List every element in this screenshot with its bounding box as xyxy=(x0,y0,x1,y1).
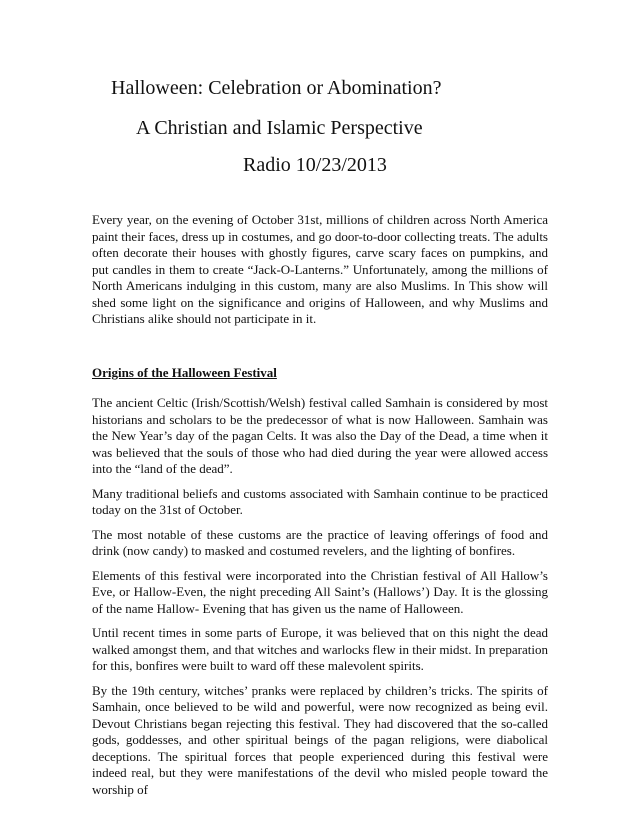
section-heading: Origins of the Halloween Festival xyxy=(92,364,277,380)
intro-paragraph: Every year, on the evening of October 31st, millions of children across North America paint their faces, dress up in costumes, and go door-to-door collecting treats. The adults often decorate their houses with ghostly figures, carve scary faces on pumpkins, and put candles in them to create “Jack-O-Lanterns.” Unfortunately, among the millions of North Americans indulging in this custom, many are also Muslims. In This show will shed some light on the significance and origins of Halloween, and why Muslims and Christians alike should not participate in it. xyxy=(92,212,548,326)
body-paragraph: Until recent times in some parts of Europe, it was believed that on this night the dead walked amongst them, and that witches and warlocks flew in their midst. In preparation for this, bonfires were built to ward off these malevolent spirits. xyxy=(92,625,548,673)
document-title: Halloween: Celebration or Abomination? xyxy=(111,77,442,99)
body-paragraph: The ancient Celtic (Irish/Scottish/Welsh) festival called Samhain is considered by most historians and scholars to be the predecessor of what is now Halloween. Samhain was the New Year’s day of the pagan Celts. It was also the Day of the Dead, a time when it was believed that the souls of those who had died during the year were allowed access into the “land of the dead”. xyxy=(92,395,548,476)
document-body xyxy=(92,212,548,798)
body-paragraph: Elements of this festival were incorporated into the Christian festival of All Hallow’s Eve, or Hallow-Even, the night preceding All Saint’s (Hallows’) Day. It is the glossing of the name Hallow- Evening that has given us the name of Halloween. xyxy=(92,567,548,616)
document-subtitle: A Christian and Islamic Perspective xyxy=(136,117,423,139)
document-date-line: Radio 10/23/2013 xyxy=(243,154,387,176)
body-paragraph: Many traditional beliefs and customs associated with Samhain continue to be practiced today on the 31st of October. xyxy=(92,485,548,517)
body-paragraph: By the 19th century, witches’ pranks were replaced by children’s tricks. The spirits of Samhain, once believed to be wild and powerful, were now recognized as being evil. Devout Christians began rejecting this festival. They had discovered that the so-called gods, goddesses, and other spiritual beings of the pagan religions, were diabolical deceptions. The spiritual forces that people experienced during this festival were indeed real, but they were manifestations of the devil who misled people toward the worship of xyxy=(92,682,548,797)
body-paragraph: The most notable of these customs are the practice of leaving offerings of food and drink (now candy) to masked and costumed revelers, and the lighting of bonfires. xyxy=(92,526,548,558)
